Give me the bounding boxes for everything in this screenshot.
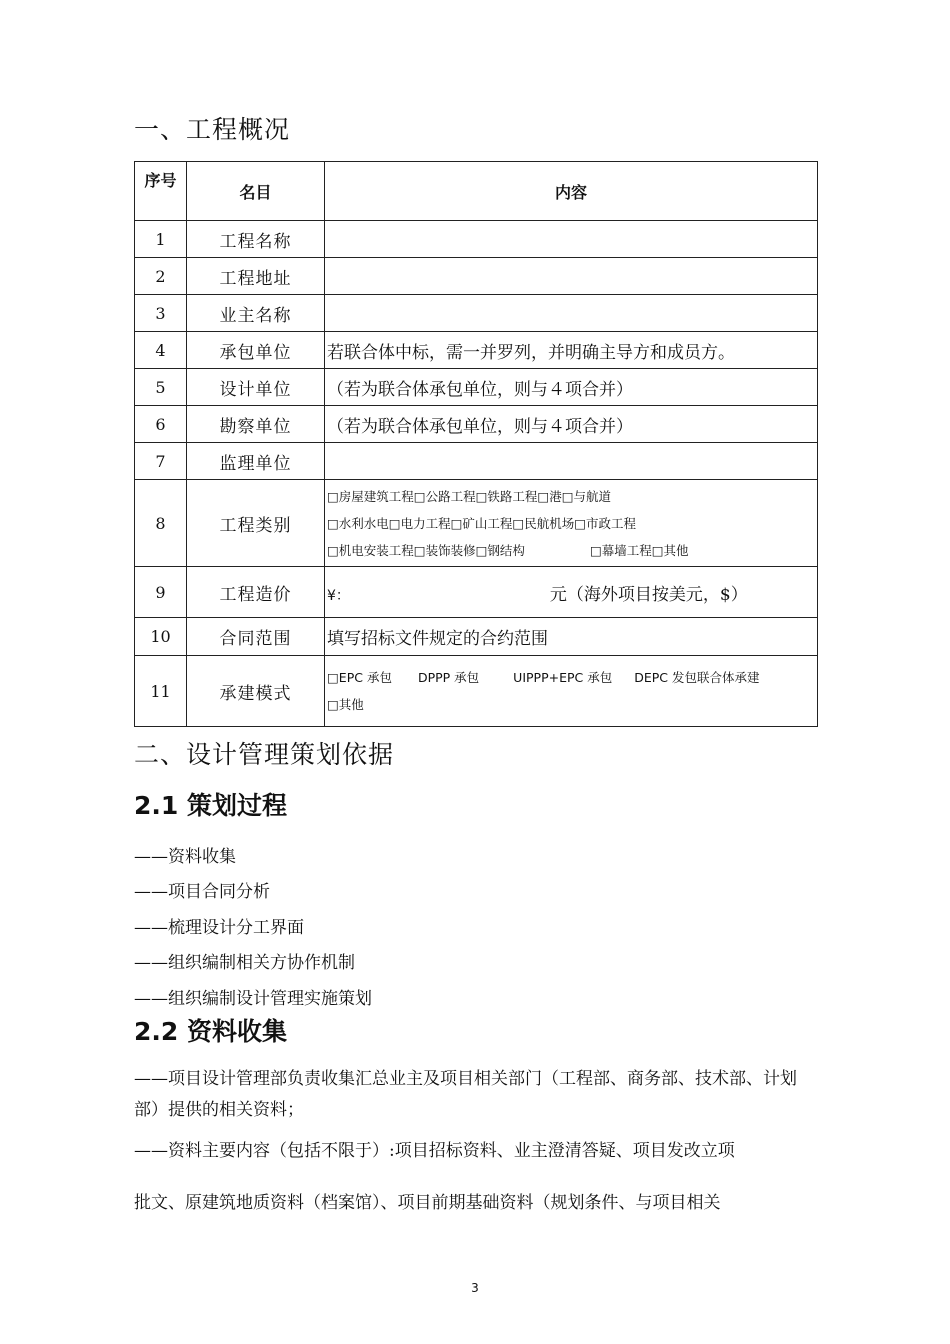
table-row: [135, 332, 818, 369]
mode-line-1: [327, 664, 817, 691]
row-no: 1: [135, 221, 187, 258]
paragraph-line: 批文、原建筑地质资料（档案馆）、项目前期基础资料（规划条件、与项目相关: [134, 1193, 721, 1213]
row-no: 3: [135, 295, 187, 332]
category-options: [325, 480, 818, 567]
list-item: ——组织编制设计管理实施策划: [134, 989, 372, 1009]
table-row-construction-mode: [135, 656, 818, 727]
header-name: 名目: [187, 162, 325, 221]
row-name: 承包单位: [187, 332, 325, 369]
table-row: [135, 258, 818, 295]
row-name: 业主名称: [187, 295, 325, 332]
table-row: [135, 295, 818, 332]
row-name: 监理单位: [187, 443, 325, 480]
section-title-basis: 二、设计管理策划依据: [134, 740, 395, 769]
header-content: 内容: [325, 162, 818, 221]
cost-unit-note: 元（海外项目按美元，$）: [549, 584, 748, 605]
list-item: ——梳理设计分工界面: [134, 918, 304, 938]
row-name: 勘察单位: [187, 406, 325, 443]
category-line-1: □房屋建筑工程□公路工程□铁路工程□港□与航道: [327, 488, 612, 504]
row-content: [325, 443, 818, 480]
row-name: 工程造价: [187, 567, 325, 618]
paragraph-collection-responsibility: ——项目设计管理部负责收集汇总业主及项目相关部门（工程部、商务部、技术部、计划部）提供的相关资料；: [134, 1069, 797, 1120]
row-content: [325, 258, 818, 295]
paragraph-line: ——资料主要内容（包括不限于）:项目招标资料、业主澄清答疑、项目发改立项: [134, 1141, 735, 1161]
row-content: 若联合体中标，需一并罗列，并明确主导方和成员方。: [325, 332, 818, 369]
row-no: 9: [135, 567, 187, 618]
category-line-3: [327, 537, 817, 564]
row-content: [325, 221, 818, 258]
row-no: 4: [135, 332, 187, 369]
section-title-overview: 一、工程概况: [134, 115, 291, 144]
currency-symbol: ¥：: [327, 587, 350, 604]
table-row-cost: [135, 567, 818, 618]
row-no: 8: [135, 480, 187, 567]
row-content: （若为联合体承包单位，则与４项合并）: [325, 369, 818, 406]
section-title-planning-process: 2.1 策划过程: [134, 791, 287, 820]
table-row-project-category: [135, 480, 818, 567]
category-line-3a: □机电安装工程□装饰装修□钢结构: [327, 542, 525, 558]
list-item: ——资料收集: [134, 847, 236, 867]
header-no: 序号: [135, 162, 187, 221]
row-no: 11: [135, 656, 187, 727]
overview-table: [134, 161, 818, 727]
row-name: 合同范围: [187, 618, 325, 656]
list-item: ——组织编制相关方协作机制: [134, 953, 355, 973]
row-content: [325, 295, 818, 332]
table-row: [135, 443, 818, 480]
row-no: 2: [135, 258, 187, 295]
category-line-3b: □幕墙工程□其他: [589, 542, 689, 558]
mode-option-other: □其他: [327, 697, 364, 712]
mode-option-depc: DEPC 发包联合体承建: [634, 670, 760, 685]
page-number: 3: [471, 1281, 479, 1295]
row-no: 7: [135, 443, 187, 480]
table-row: [135, 369, 818, 406]
table-row: [135, 618, 818, 656]
row-name: 工程类别: [187, 480, 325, 567]
section-title-data-collection: 2.2 资料收集: [134, 1017, 287, 1046]
list-item: ——项目合同分析: [134, 882, 270, 902]
row-no: 10: [135, 618, 187, 656]
table-row: [135, 406, 818, 443]
row-name: 工程地址: [187, 258, 325, 295]
mode-option-uippp: UIPPP+EPC 承包: [513, 670, 613, 685]
table-row: [135, 221, 818, 258]
mode-option-dppp: DPPP 承包: [417, 670, 480, 685]
mode-option-epc: □EPC 承包: [327, 670, 392, 685]
row-name: 工程名称: [187, 221, 325, 258]
table-header-row: [135, 162, 818, 221]
cost-content: [325, 567, 818, 618]
row-content: （若为联合体承包单位，则与４项合并）: [325, 406, 818, 443]
row-content: 填写招标文件规定的合约范围: [325, 618, 818, 656]
row-name: 承建模式: [187, 656, 325, 727]
row-no: 5: [135, 369, 187, 406]
row-no: 6: [135, 406, 187, 443]
mode-options: [325, 656, 818, 727]
row-name: 设计单位: [187, 369, 325, 406]
category-line-2: □水利水电□电力工程□矿山工程□民航机场□市政工程: [327, 515, 637, 531]
